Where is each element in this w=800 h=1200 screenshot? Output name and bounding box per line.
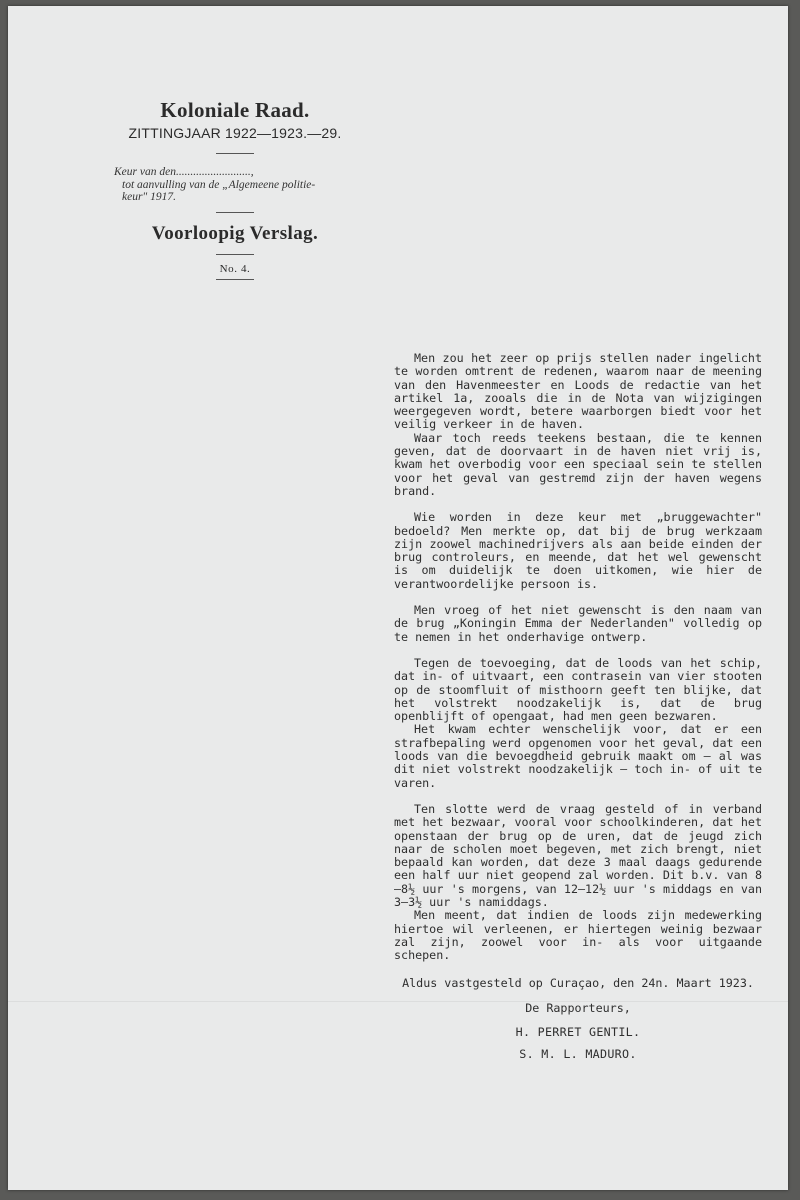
signer-name: H. PERRET GENTIL. (515, 1025, 641, 1040)
keur-line: Keur van den.........................., (114, 166, 254, 178)
report-number: No. 4. (219, 262, 251, 275)
report-title: Voorloopig Verslag. (151, 222, 319, 244)
divider (216, 254, 254, 255)
paragraph: Waar toch reeds teekens bestaan, die te kennen geven, dat de doorvaart in de haven niet vrij is, kwam het overbodig voor een speciaal sein te stellen voor het geval van gestremd zijn der haven wegens brand. (394, 430, 762, 498)
keur-line: keur" 1917. (122, 191, 177, 203)
closing-block (394, 977, 762, 1061)
paragraph: Men meent, dat indien de loods zijn medewerking hiertoe wil verleenen, er hiertegen weinig bezwaar zal zijn, zoowel voor in- als voor uitgaande schepen. (394, 908, 762, 963)
council-title: Koloniale Raad. (160, 98, 310, 122)
keur-line: tot aanvulling van de „Algemeene politie- (122, 178, 316, 191)
paragraph: Men vroeg of het niet gewenscht is den naam van de brug „Koningin Emma der Nederlanden" volledig op te nemen in het onderhavige ontwerp. (394, 603, 762, 644)
paragraph: Het kwam echter wenschelijk voor, dat er een strafbepaling werd opgenomen voor het geval, dat een loods van die bevoegdheid gebruik maakt om — al was dit niet volstrekt noodzakelijk — toch in- of uit te varen. (394, 722, 762, 790)
paragraph: Tegen de toevoeging, dat de loods van het schip, dat in- of uitvaart, een contrasein van vier stooten op de stoomfluit of misthoorn geeft ten blijke, dat het volstrekt noodzakelijk is, dat de brug openblijft of opengaat, had men geen bezwaren. (394, 655, 762, 724)
rapporteurs-label: De Rapporteurs, (525, 1000, 631, 1015)
paragraph: Wie worden in deze keur met „bruggewachter" bedoeld? Men merkte op, dat bij de brug werkzaam zijn zoowel machinedrijvers als aan beide einden der brug controleurs, en meende, dat het wel gewenscht is om duidelijk te doen uitkomen, wie hier de verantwoordelijke persoon is. (394, 510, 762, 591)
paragraph: Ten slotte werd de vraag gesteld of in verband met het bezwaar, vooral voor schoolkinderen, dat het openstaan der brug op de uren, dat de jeugd zich naar de scholen moet begeven, met zich brengt, niet bepaald kan worden, dat deze 3 maal daags gedurende een half uur niet geopend zal worden. Dit b.v. van 8—8½ uur 's morgens, van 12—12½ uur 's middags en van 3—3½ uur 's namiddags. (394, 801, 762, 909)
divider (216, 279, 254, 280)
document-page (8, 6, 788, 1190)
place-date: Aldus vastgesteld op Curaçao, den 24n. Maart 1923. (402, 976, 754, 991)
signatories (394, 1026, 762, 1062)
divider (216, 153, 254, 154)
keur-subject (114, 166, 370, 204)
document-header (100, 98, 370, 280)
paragraph: Men zou het zeer op prijs stellen nader ingelicht te worden omtrent de redenen, waarom naar de meening van den Havenmeester en Loods de redactie van het artikel 1a, zooals die in de Nota van wijzigingen weergegeven wordt, betere waarborgen biedt voor het veilig verkeer in de haven. (394, 351, 762, 432)
signer-name: S. M. L. MADURO. (519, 1047, 637, 1062)
session-year: ZITTINGJAAR 1922—1923.—29. (128, 125, 342, 141)
divider (216, 212, 254, 213)
report-body (394, 352, 762, 1071)
